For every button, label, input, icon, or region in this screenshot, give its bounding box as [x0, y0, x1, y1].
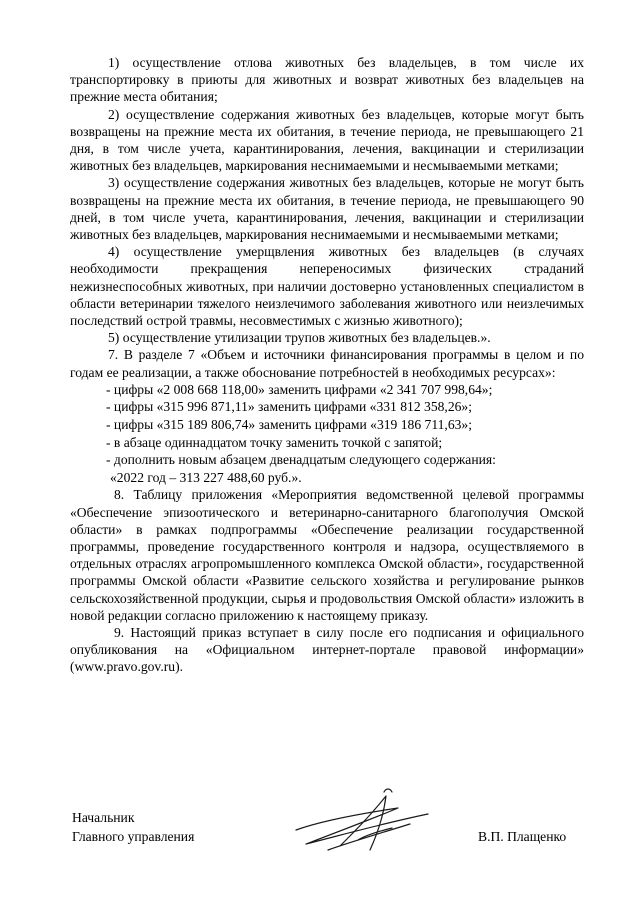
- list-item-1: - цифры «2 008 668 118,00» заменить цифрами «2 341 707 998,64»;: [106, 381, 493, 397]
- list-item-2: - цифры «315 996 871,11» заменить цифрами «331 812 358,26»;: [106, 399, 472, 415]
- list-item-5: - дополнить новым абзацем двенадцатым следующего содержания:: [106, 452, 496, 468]
- paragraph-item-5: 5) осуществление утилизации трупов животных без владельцев.».: [108, 330, 491, 346]
- list-item-3: - цифры «315 189 806,74» заменить цифрами «319 186 711,63»;: [106, 417, 472, 433]
- signatory-title-line1: Начальник: [72, 810, 135, 825]
- paragraph-7: 7. В разделе 7 «Объем и источники финансирования программы в целом и по годам ее реализации, а также обоснование потребностей в необходимых ресурсах»:: [70, 347, 584, 380]
- paragraph-item-1: 1) осуществление отлова животных без владельцев, в том числе их транспортировку в приюты для животных и возврат животных без владельцев на прежние места обитания;: [70, 55, 584, 105]
- signatory-name: В.П. Плащенко: [478, 829, 567, 844]
- paragraph-item-2: 2) осуществление содержания животных без владельцев, которые могут быть возвращены на прежние места их обитания, в течение периода, не превышающего 21 дня, в том числе учета, карантинирования, лечения, вакцинации и стерилизации животных без владельцев, маркирования неснимаемыми и несмываемыми метками;: [70, 106, 584, 174]
- paragraph-8: 8. Таблицу приложения «Мероприятия ведомственной целевой программы «Обеспечение эпизоотического и ветеринарно-санитарного благополучия Омской области» в рамках подпрограммы «Обеспечение реализации государственной программы, проведение государственного контроля и надзора, осуществляемого в отдельных отраслях агропромышленного комплекса Омской области», государственной программы Омской области «Развитие сельского хозяйства и регулирование рынков сельскохозяйственной продукции, сырья и продовольствия Омской области» изложить в новой редакции согласно приложению к настоящему приказу.: [70, 487, 584, 623]
- paragraph-item-4: 4) осуществление умерщвления животных без владельцев (в случаях необходимости прекращения непереносимых физических страданий нежизнеспособных животных, при наличии достоверно установленных специалистом в области ветеринарии тяжелого неизлечимого заболевания животного или неизлечимых последствий острой травмы, несовместимых с жизнью животного);: [70, 244, 584, 329]
- handwritten-signature: [288, 784, 438, 864]
- document-body: [70, 54, 584, 676]
- signatory-title: [72, 808, 194, 846]
- paragraph-item-3: 3) осуществление содержания животных без владельцев, которые не могут быть возвращены на прежние места их обитания, в течение периода, не превышающего 90 дней, в том числе учета, карантинирования, лечения, вакцинации и стерилизации животных без владельцев, маркирования неснимаемыми и несмываемыми метками;: [70, 175, 584, 243]
- list-item-4: - в абзаце одиннадцатом точку заменить точкой с запятой;: [106, 434, 443, 450]
- paragraph-9: 9. Настоящий приказ вступает в силу после его подписания и официального опубликования на «Официальном интернет-портале правовой информации» (www.pravo.gov.ru).: [70, 625, 584, 675]
- quoted-amount: «2022 год – 313 227 488,60 руб.».: [110, 469, 302, 485]
- signatory-title-line2: Главного управления: [72, 829, 195, 844]
